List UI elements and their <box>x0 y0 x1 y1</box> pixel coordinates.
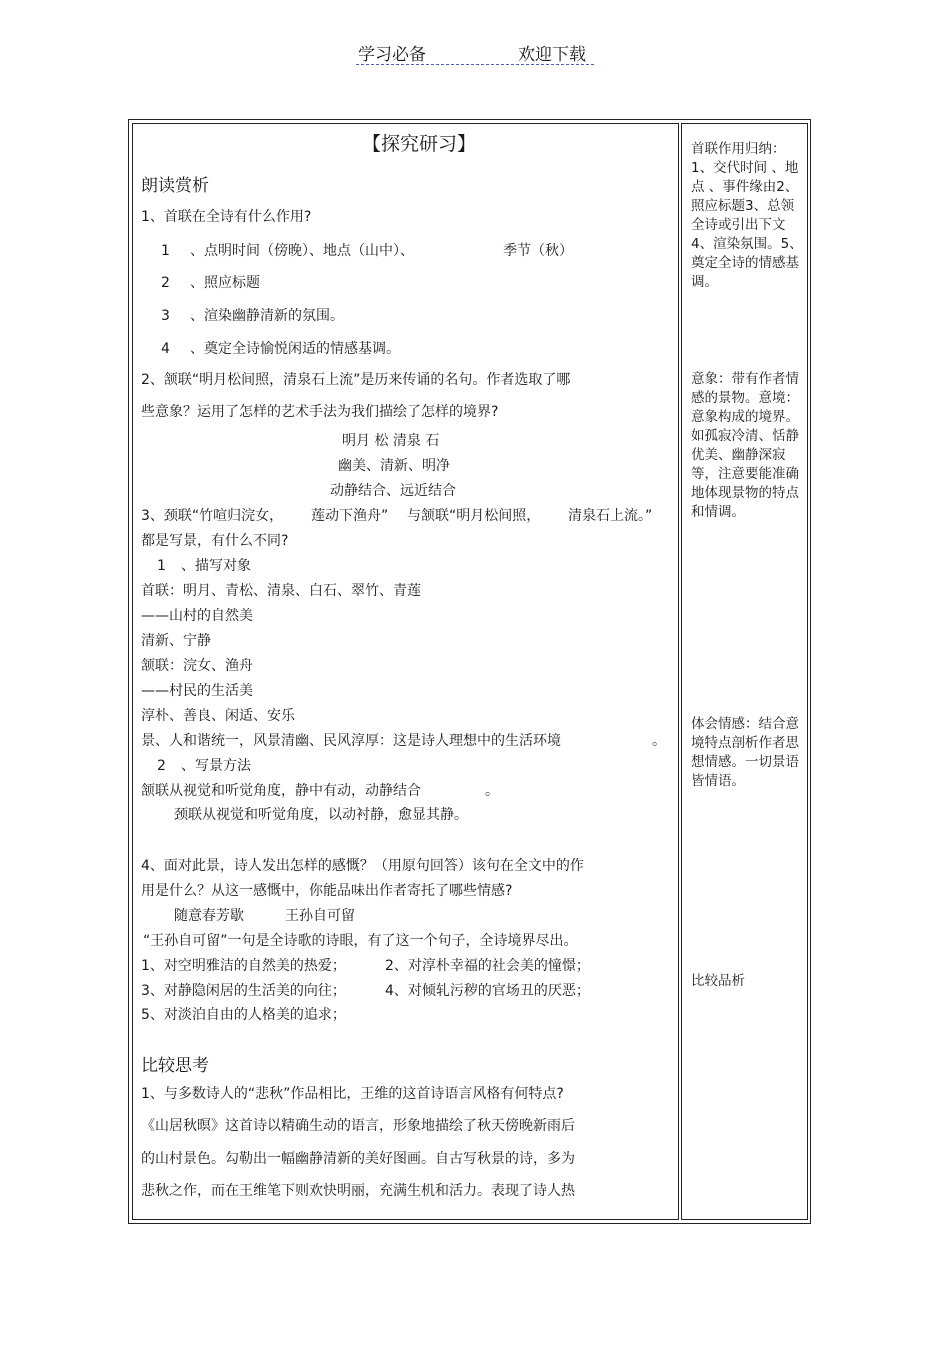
q4-emotion: 4、对倾轧污秽的官场丑的厌恶； <box>385 983 590 999</box>
q3-text-period: 。 <box>652 733 666 749</box>
answer-text: 、奠定全诗愉悦闲适的情感基调。 <box>190 341 400 357</box>
q3-text-period: 。 <box>485 783 499 799</box>
question-3-part-b: 莲动下渔舟” <box>311 508 389 524</box>
answer-num: 2 <box>161 275 170 291</box>
question-3-line2: 都是写景，有什么不同? <box>141 533 289 549</box>
q4-emotion: 5、对淡泊自由的人格美的追求； <box>141 1007 346 1023</box>
q2-answer-imagery: 明月 松 清泉 石 <box>342 433 440 449</box>
section-heading-reading: 朗读赏析 <box>141 176 209 196</box>
q2-answer-technique: 动静结合、远近结合 <box>330 483 456 499</box>
section-heading-comparison: 比较思考 <box>141 1056 209 1076</box>
q4-answer-verse2: 王孙自可留 <box>285 908 355 924</box>
answer-text-extra: 季节（秋） <box>503 243 573 259</box>
q4-emotion: 3、对静隐闲居的生活美的向往； <box>141 983 346 999</box>
header-left-text: 学习必备 <box>358 45 426 65</box>
side-note-text: 意象：带有作者情感的景物。意境：意象构成的境界。如孤寂冷清、恬静优美、幽静深寂等，注意要能准确地体现景物的特点和情调。 <box>691 371 799 520</box>
answer-num: 4 <box>161 341 170 357</box>
header-right-text: 欢迎下载 <box>518 45 586 65</box>
q3-text-line: ——村民的生活美 <box>141 683 253 699</box>
q4-emotion: 1、对空明雅洁的自然美的热爱； <box>141 958 346 974</box>
comparison-text-line: 悲秋之作，而在王维笔下则欢快明丽，充满生机和活力。表现了诗人热 <box>141 1183 575 1199</box>
question-3-part-d: 清泉石上流。” <box>568 508 653 524</box>
side-note-first-couplet <box>691 140 803 292</box>
answer-num: 3 <box>161 308 170 324</box>
q4-text-line: “王孙自可留”一句是全诗歌的诗眼，有了这一个句子，全诗境界尽出。 <box>143 933 578 949</box>
question-4-line2: 用是什么？从这一感慨中，你能品味出作者寄托了哪些情感? <box>141 883 513 899</box>
question-4-line1: 4、面对此景，诗人发出怎样的感慨？（用原句回答）该句在全文中的作 <box>141 858 584 874</box>
answer-text: 、点明时间（傍晚）、地点（山中）、 <box>190 243 414 259</box>
answer-text: 、渲染幽静清新的氛围。 <box>190 308 344 324</box>
side-note-text: 体会情感：结合意境特点剖析作者思想情感。一切景语皆情语。 <box>691 716 799 789</box>
question-2-line2: 些意象？运用了怎样的艺术手法为我们描绘了怎样的境界? <box>141 404 499 420</box>
comparison-question-1: 1、与多数诗人的“悲秋”作品相比，王维的这首诗语言风格有何特点? <box>141 1086 564 1102</box>
q3-text-line: 颔联：浣女、渔舟 <box>141 658 253 674</box>
section-title: 【探究研习】 <box>362 133 477 155</box>
q3-text-line: 颈联从视觉和听觉角度，以动衬静，愈显其静。 <box>174 807 468 823</box>
side-note-text: 首联作用归纳：1、交代时间 、地点 、事件缘由2、照应标题3、总领全诗或引出下文4、渲染氛围。5、奠定全诗的情感基调。 <box>691 141 803 290</box>
q3-text-line: 首联：明月、青松、清泉、白石、翠竹、青莲 <box>141 583 421 599</box>
comparison-text-line: 《山居秋暝》这首诗以精确生动的语言，形象地描绘了秋天傍晚新雨后 <box>141 1118 575 1134</box>
q3-text-line: 淳朴、善良、闲适、安乐 <box>141 708 295 724</box>
question-3-part-c: 与颔联“明月松间照， <box>407 508 541 524</box>
q4-emotion: 2、对淳朴幸福的社会美的憧憬； <box>385 958 590 974</box>
page-header <box>356 40 594 65</box>
q4-answer-verse1: 随意春芳歇 <box>174 908 244 924</box>
question-1: 1、首联在全诗有什么作用? <box>141 209 312 225</box>
question-2-line1: 2、颔联“明月松间照，清泉石上流”是历来传诵的名句。作者选取了哪 <box>141 372 571 388</box>
point-num: 2 <box>157 758 166 774</box>
side-note-imagery <box>691 370 803 522</box>
side-note-emotion <box>691 715 803 791</box>
answer-text: 、照应标题 <box>190 275 260 291</box>
point-text: 、写景方法 <box>181 758 251 774</box>
answer-num: 1 <box>161 243 170 259</box>
q3-text-line: 景、人和谐统一，风景清幽、民风淳厚：这是诗人理想中的生活环境 <box>141 733 561 749</box>
point-text: 、描写对象 <box>181 558 251 574</box>
point-num: 1 <box>157 558 166 574</box>
question-3-part-a: 3、颈联“竹喧归浣女， <box>141 508 284 524</box>
q2-answer-realm: 幽美、清新、明净 <box>338 458 450 474</box>
q3-text-line: ——山村的自然美 <box>141 608 253 624</box>
comparison-text-line: 的山村景色。勾勒出一幅幽静清新的美好图画。自古写秋景的诗，多为 <box>141 1151 575 1167</box>
side-note-text: 比较品析 <box>691 973 745 989</box>
q3-text-line: 颔联从视觉和听觉角度，静中有动，动静结合 <box>141 783 421 799</box>
q3-text-line: 清新、宁静 <box>141 633 211 649</box>
side-note-comparison <box>691 972 803 991</box>
